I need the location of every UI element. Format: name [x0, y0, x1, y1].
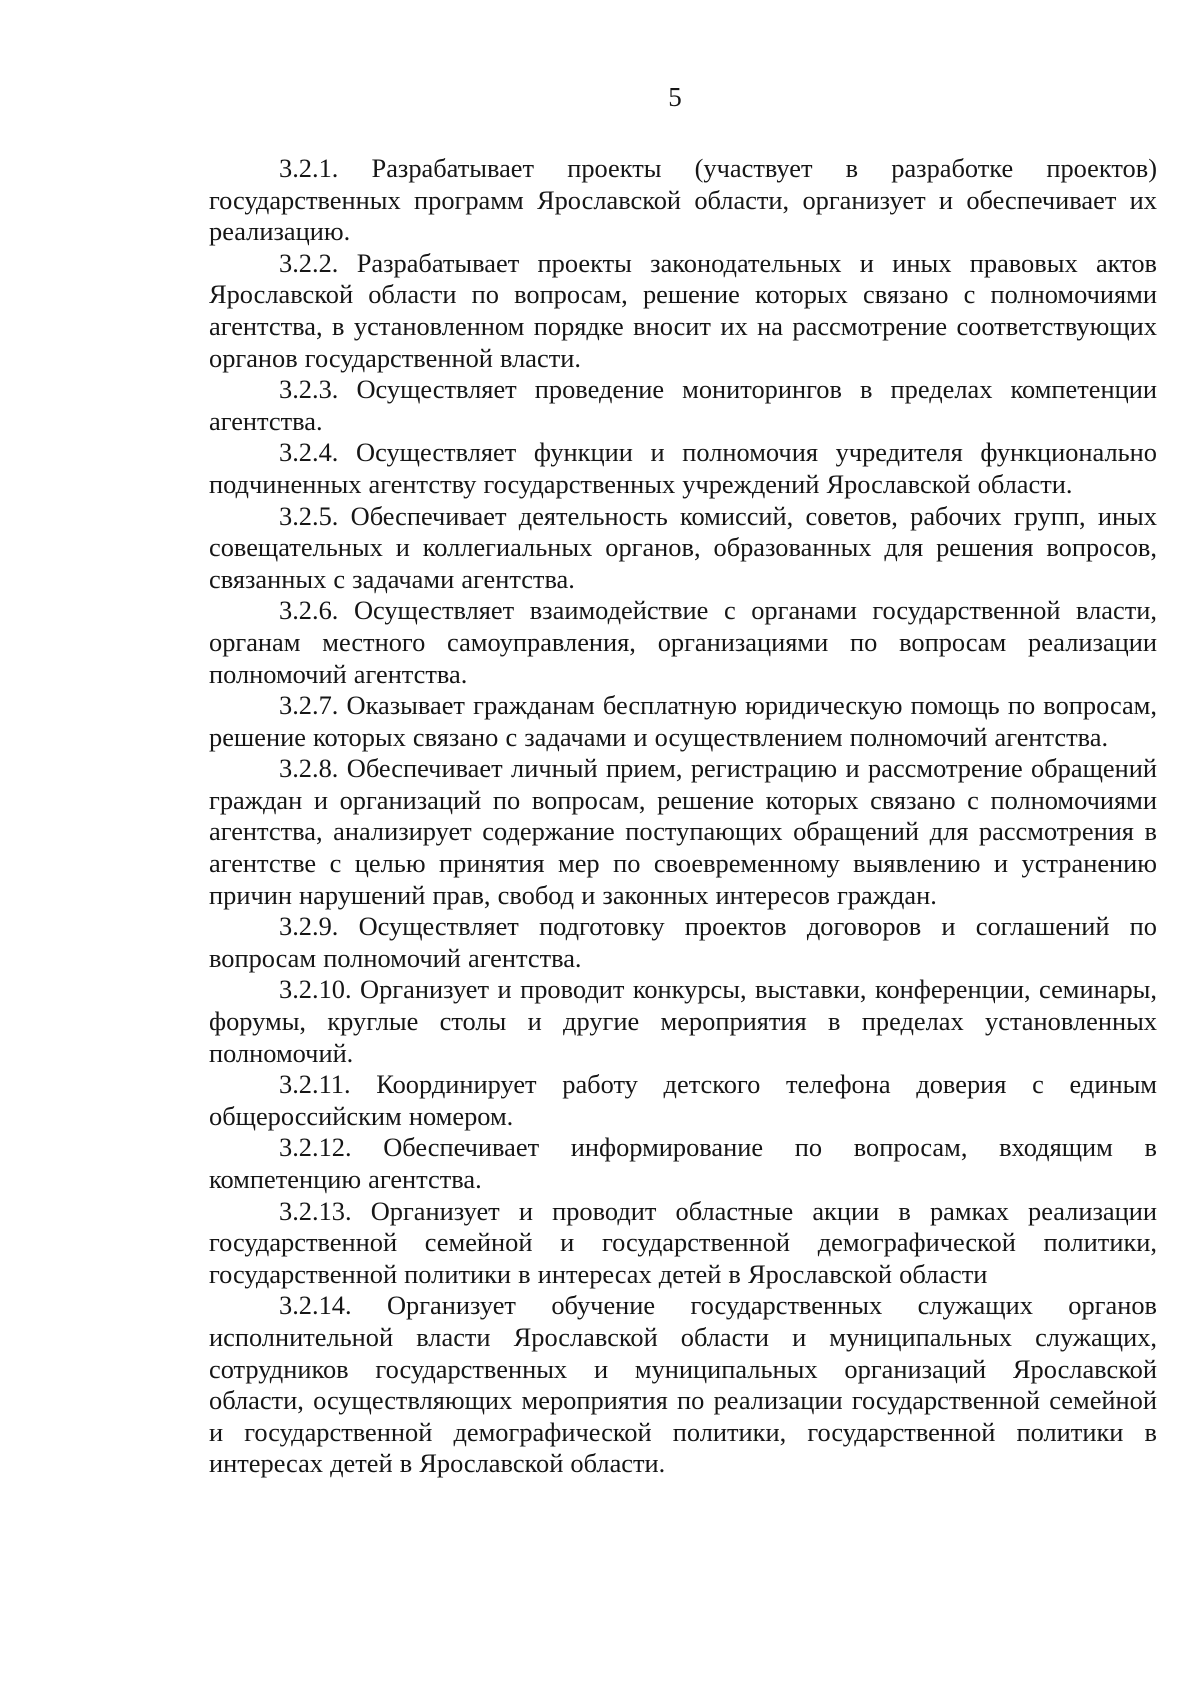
clause-3-2-7: 3.2.7. Оказывает гражданам бесплатную юридическую помощь по вопросам, решение которых связано с задачами и осуществлением полномочий агентства. [209, 690, 1157, 752]
clause-3-2-2: 3.2.2. Разрабатывает проекты законодательных и иных правовых актов Ярославской области по вопросам, решение которых связано с полномочиями агентства, в установленном порядке вносит их на рассмотрение соответствующих органов государственной власти. [209, 247, 1157, 373]
clause-3-2-6: 3.2.6. Осуществляет взаимодействие с органами государственной власти, органам местного самоуправления, организациями по вопросам реализации полномочий агентства. [209, 595, 1157, 689]
page-number: 5 [668, 82, 682, 112]
clause-3-2-14: 3.2.14. Организует обучение государственных служащих органов исполнительной власти Ярославской области и муниципальных служащих, сотрудников государственных и муниципальных организаций Ярославской области, осуществляющих мероприятия по реализации государственной семейной и государственной демографической политики, государственной политики в интересах детей в Ярославской области. [209, 1290, 1157, 1479]
clause-3-2-13: 3.2.13. Организует и проводит областные акции в рамках реализации государственной семейной и государственной демографической политики, государственной политики в интересах детей в Ярославской области [209, 1195, 1157, 1289]
clause-3-2-4: 3.2.4. Осуществляет функции и полномочия учредителя функционально подчиненных агентству государственных учреждений Ярославской области. [209, 437, 1157, 499]
clause-3-2-9: 3.2.9. Осуществляет подготовку проектов договоров и соглашений по вопросам полномочий агентства. [209, 911, 1157, 973]
clause-3-2-12: 3.2.12. Обеспечивает информирование по вопросам, входящим в компетенцию агентства. [209, 1132, 1157, 1194]
clause-3-2-11: 3.2.11. Координирует работу детского телефона доверия с единым общероссийским номером. [209, 1069, 1157, 1131]
clause-3-2-3: 3.2.3. Осуществляет проведение мониторингов в пределах компетенции агентства. [209, 374, 1157, 436]
clause-3-2-1: 3.2.1. Разрабатывает проекты (участвует в разработке проектов) государственных программ Ярославской области, организует и обеспечивает их реализацию. [209, 153, 1157, 247]
clause-3-2-5: 3.2.5. Обеспечивает деятельность комиссий, советов, рабочих групп, иных совещательных и коллегиальных органов, образованных для решения вопросов, связанных с задачами агентства. [209, 500, 1157, 594]
document-body [209, 153, 1157, 1480]
clause-3-2-8: 3.2.8. Обеспечивает личный прием, регистрацию и рассмотрение обращений граждан и организаций по вопросам, решение которых связано с полномочиями агентства, анализирует содержание поступающих обращений для рассмотрения в агентстве с целью принятия мер по своевременному выявлению и устранению причин нарушений прав, свобод и законных интересов граждан. [209, 753, 1157, 910]
clause-3-2-10: 3.2.10. Организует и проводит конкурсы, выставки, конференции, семинары, форумы, круглые столы и другие мероприятия в пределах установленных полномочий. [209, 974, 1157, 1068]
